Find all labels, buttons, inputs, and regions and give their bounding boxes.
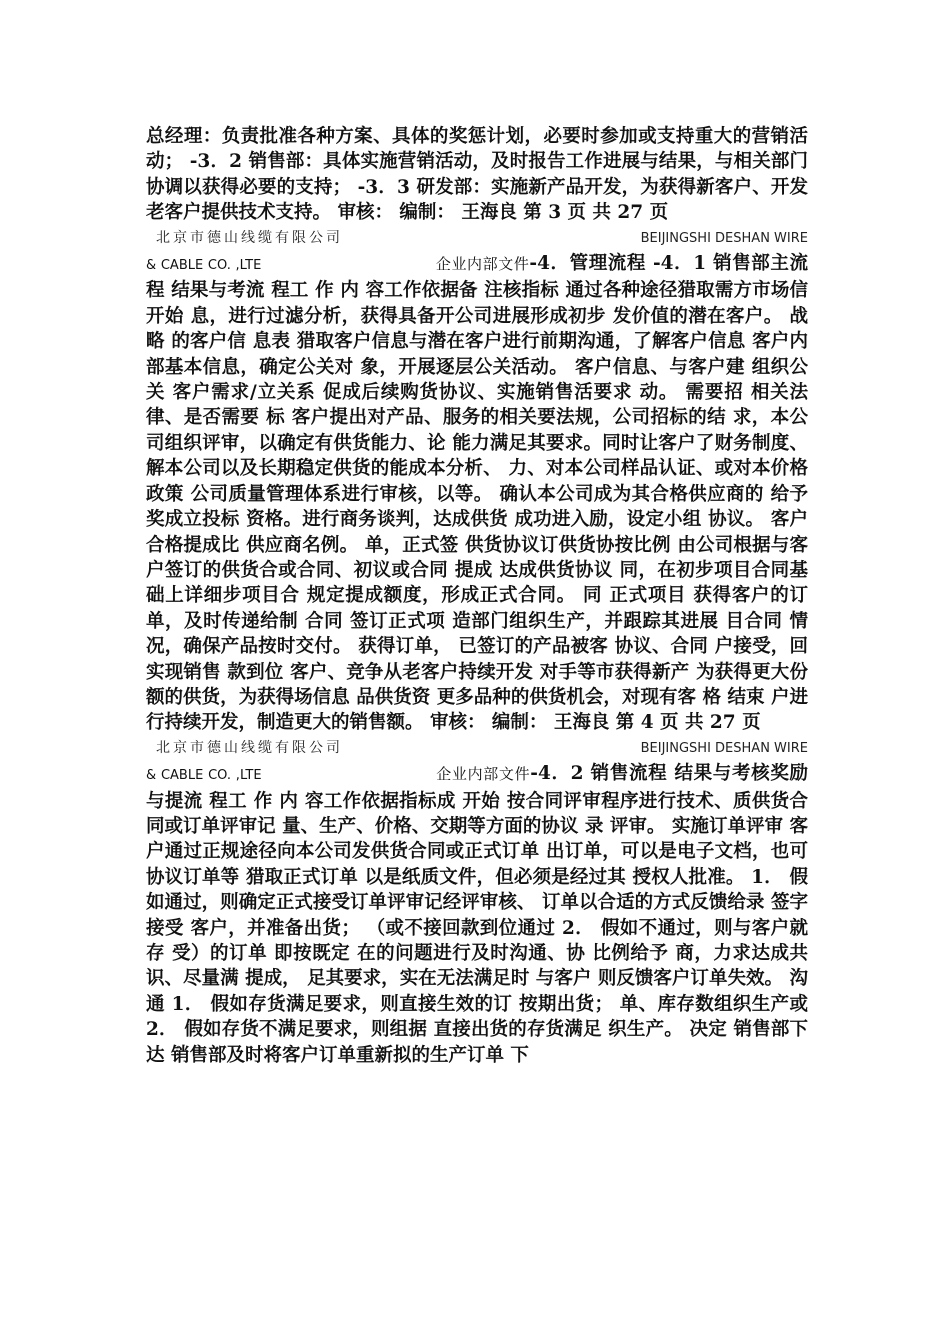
company-name-cn: 北京市德山线缆有限公司 [156,739,343,756]
company-header [146,736,808,761]
company-name-cn: 北京市德山线缆有限公司 [156,229,343,246]
page-4-text: -4．管理流程 -4．1 销售部主流程 结果与考流 程工 作 内 容工作依据备 注核指标 通过各种途径猎取需方市场信 开始 息，进行过滤分析，获得具备开公司进展形成初步 发价值的潜在客户。 战略 的客户信 息表 猎取客户信息与潜在客户进行前期沟通，了解客户信息 客户内部基本信息，确定公关对 象，开展逐层公关活动。 客户信息、与客户建 组织公关 客户需求/立关系 促成后续购货协议、实施销售活要求 动。 需要招 相关法律、是否需要 标 客户提出对产品、服务的相关要法规，公司招标的结 求，本公司组织评审，以确定有供货能力、论 能力满足其要求。同时让客户了财务制度、 解本公司以及长期稳定供货的能成本分析、 力、对本公司样品认证、或对本价格政策 公司质量管理体系进行审核，以等。 确认本公司成为其合格供应商的 给予奖成立投标 资格。进行商务谈判，达成供货 成功进入励，设定小组 协议。 客户合格提成比 供应商名例。 单，正式签 供货协议订供货协按比例 由公司根据与客户签订的供货合或合同、初议或合同 提成 达成供货协议 同，在初步项目合同基础上详细步项目合 规定提成额度，形成正式合同。 同 正式项目 获得客户的订单，及时传递给制 合同 签订正式项 造部门组织生产，并跟踪其进展 目合同 情况，确保产品按时交付。 获得订单， 已签订的产品被客 协议、合同 户接受，回实现销售 款到位 客户、竞争从老客户持续开发 对手等市获得新产 为获得更大份额的供货，为获得场信息 品供货资 更多品种的供货机会，对现有客 格 结束 户进行持续开发，制造更大的销售额。 审核： 编制： 王海良 第 4 页 共 27 页 [146,253,808,734]
company-name-en-line2: & CABLE CO. ,LTE [146,258,262,274]
company-name-en: BEIJINGSHI DESHAN WIRE [640,230,808,246]
internal-doc-label: 企业内部文件 [435,765,531,784]
page-3-text: 总经理：负责批准各种方案、具体的奖惩计划，必要时参加或支持重大的营销活动； -3．2 销售部：具体实施营销活动，及时报告工作进展与结果，与相关部门协调以获得必要的支持； -3．3 研发部：实施新产品开发，为获得新客户、开发老客户提供技术支持。 审核： 编制： 王海良 第 3 页 共 27 页 [146,126,808,224]
internal-doc-label: 企业内部文件 [435,255,530,274]
page-5-text: -4．2 销售流程 结果与考核奖励与提流 程工 作 内 容工作依据指标成 开始 按合同评审程序进行技术、质供货合同或订单评审记 量、生产、价格、交期等方面的协议 录 评审。 实施订单评审 客户通过正规途径向本公司发供货合同或正式订单 出订单，可以是电子文档，也可协议订单等 猎取正式订单 以是纸质文件，但必须是经过其 授权人批准。 1． 假如通过，则确定正式接受订单评审记经评审核、 订单以合适的方式反馈给录 签字接受 客户，并准备出货； （或不接回款到位通过 2． 假如不通过，则与客户就存 受）的订单 即按既定 在的问题进行及时沟通、协 比例给予 商，力求达成共识、尽量满 提成， 足其要求，实在无法满足时 与客户 则反馈客户订单失效。 沟通 1． 假如存货满足要求，则直接生效的订 按期出货； 单、库存数组织生产或 2． 假如存货不满足要求，则组据 直接出货的存货满足 织生产。 决定 销售部下达 销售部及时将客户订单重新拟的生产订单 下 [146,763,808,1066]
document-body [146,124,808,1068]
company-name-en: BEIJINGSHI DESHAN WIRE [640,740,808,756]
company-name-en-line2: & CABLE CO. ,LTE [146,768,262,784]
company-header [146,226,808,251]
